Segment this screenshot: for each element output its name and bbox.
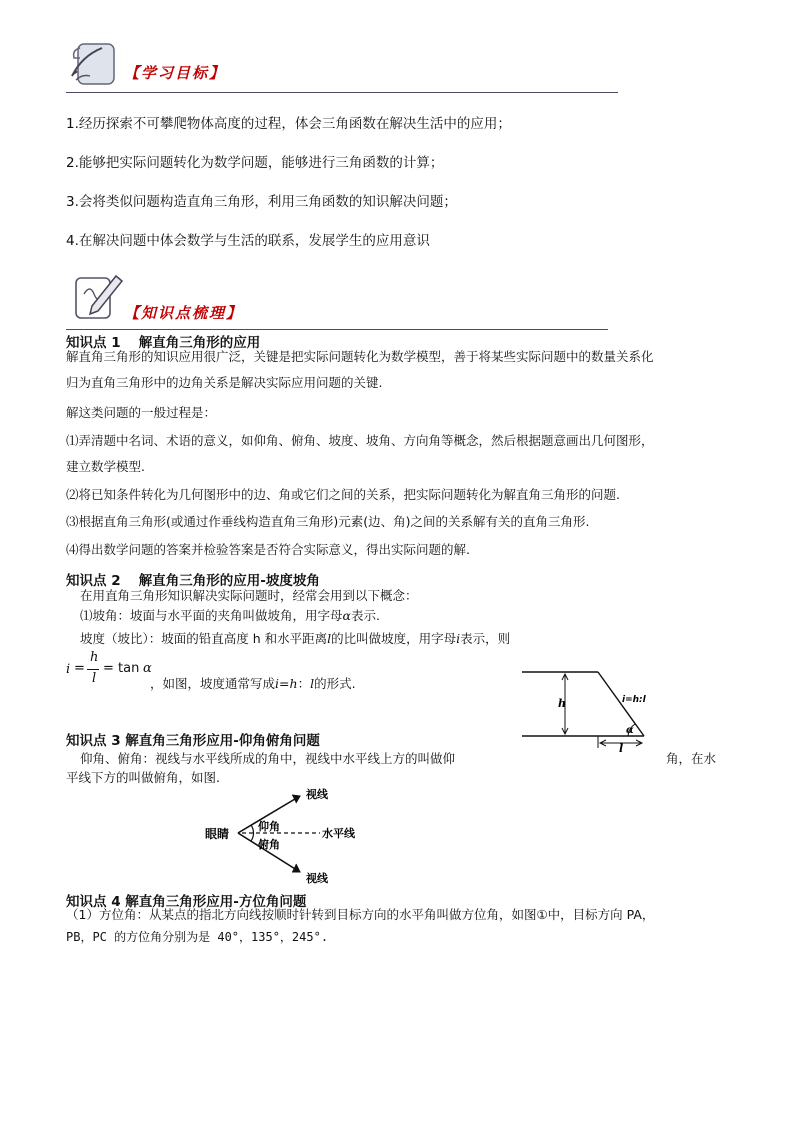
kp1-line-6: ⑵将已知条件转化为几何图形中的边、角或它们之间的关系，把实际问题转化为解直角三角形的问题.	[66, 487, 620, 502]
kp1-title: 知识点 1 解直角三角形的应用	[66, 335, 261, 351]
slope-diagram	[518, 662, 658, 756]
slope-ratio-label: i=h:l	[622, 695, 646, 705]
kp3-line-2: 平线下方的叫做俯角，如图.	[66, 770, 220, 785]
goal-item-4: 4.在解决问题中体会数学与生活的联系，发展学生的应用意识	[66, 233, 430, 249]
goal-item-2: 2.能够把实际问题转化为数学问题，能够进行三角函数的计算；	[66, 155, 444, 171]
alpha-symbol: α	[342, 608, 351, 623]
kp1-line-5: 建立数学模型.	[66, 459, 145, 474]
slope-formula: i = h l = tan α	[66, 650, 152, 686]
kp2-title: 知识点 2 解直角三角形的应用-坡度坡角	[66, 573, 320, 589]
kp2-form: ，如图，坡度通常写成i=h：l的形式.	[150, 676, 356, 691]
eye-label: 眼睛	[205, 827, 230, 841]
goals-header-icon	[68, 40, 126, 88]
slope-l-label: l	[619, 742, 624, 755]
kp1-line-2: 归为直角三角形中的边角关系是解决实际应用问题的关键.	[66, 375, 383, 390]
kp4-line-1: （1）方位角：从某点的指北方向线按顺时针转到目标方向的水平角叫做方位角，如图①中，目标方向 PA，	[66, 907, 655, 922]
notes-divider	[66, 329, 608, 330]
kp1-line-4: ⑴弄清题中名词、术语的意义，如仰角、俯角、坡度、坡角、方向角等概念，然后根据题意画出几何图形，	[66, 433, 654, 448]
notes-header-icon	[70, 270, 126, 322]
goals-divider	[66, 92, 618, 93]
horizontal-line-label: 水平线	[322, 827, 355, 840]
goal-item-3: 3.会将类似问题构造直角三角形，利用三角函数的知识解决问题；	[66, 194, 457, 210]
kp2-gradient: 坡度（坡比）：坡面的铅直高度 h 和水平距离l的比叫做坡度，用字母i表示，则	[80, 631, 511, 646]
kp4-line-2: PB，PC 的方位角分别为是 40°，135°，245°.	[66, 930, 329, 944]
kp2-slope-angle: ⑴坡角：坡面与水平面的夹角叫做坡角，用字母α表示.	[80, 608, 380, 623]
elevation-depression-diagram	[200, 778, 390, 890]
kp3-line-1a: 仰角、俯角：视线与水平线所成的角中，视线中水平线上方的叫做仰	[80, 751, 456, 766]
kp3-title: 知识点 3 解直角三角形应用-仰角俯角问题	[66, 733, 320, 749]
kp1-line-3: 解这类问题的一般过程是：	[66, 405, 217, 420]
elevation-angle-label: 仰角	[258, 820, 280, 833]
sight-line-up-label: 视线	[306, 788, 328, 801]
notes-title: 【知识点梳理】	[124, 304, 244, 322]
slope-h-label: h	[558, 697, 566, 710]
slope-alpha-label: α	[626, 725, 634, 736]
sight-line-down-label: 视线	[306, 872, 328, 885]
fraction-bar	[87, 669, 99, 670]
kp1-line-7: ⑶根据直角三角形(或通过作垂线构造直角三角形)元素(边、角)之间的关系解有关的直角三角形.	[66, 514, 590, 529]
kp4-title: 知识点 4 解直角三角形应用-方位角问题	[66, 894, 307, 910]
kp1-line-8: ⑷得出数学问题的答案并检验答案是否符合实际意义，得出实际问题的解.	[66, 542, 470, 557]
kp2-intro: 在用直角三角形知识解决实际问题时，经常会用到以下概念：	[80, 588, 418, 603]
goals-title: 【学习目标】	[124, 64, 227, 82]
kp3-line-1b: 角，在水	[666, 751, 717, 766]
depression-angle-label: 俯角	[258, 838, 280, 851]
kp1-line-1: 解直角三角形的知识应用很广泛，关键是把实际问题转化为数学模型，善于将某些实际问题中的数量关系化	[66, 349, 654, 364]
goal-item-1: 1.经历探索不可攀爬物体高度的过程，体会三角函数在解决生活中的应用；	[66, 116, 511, 132]
